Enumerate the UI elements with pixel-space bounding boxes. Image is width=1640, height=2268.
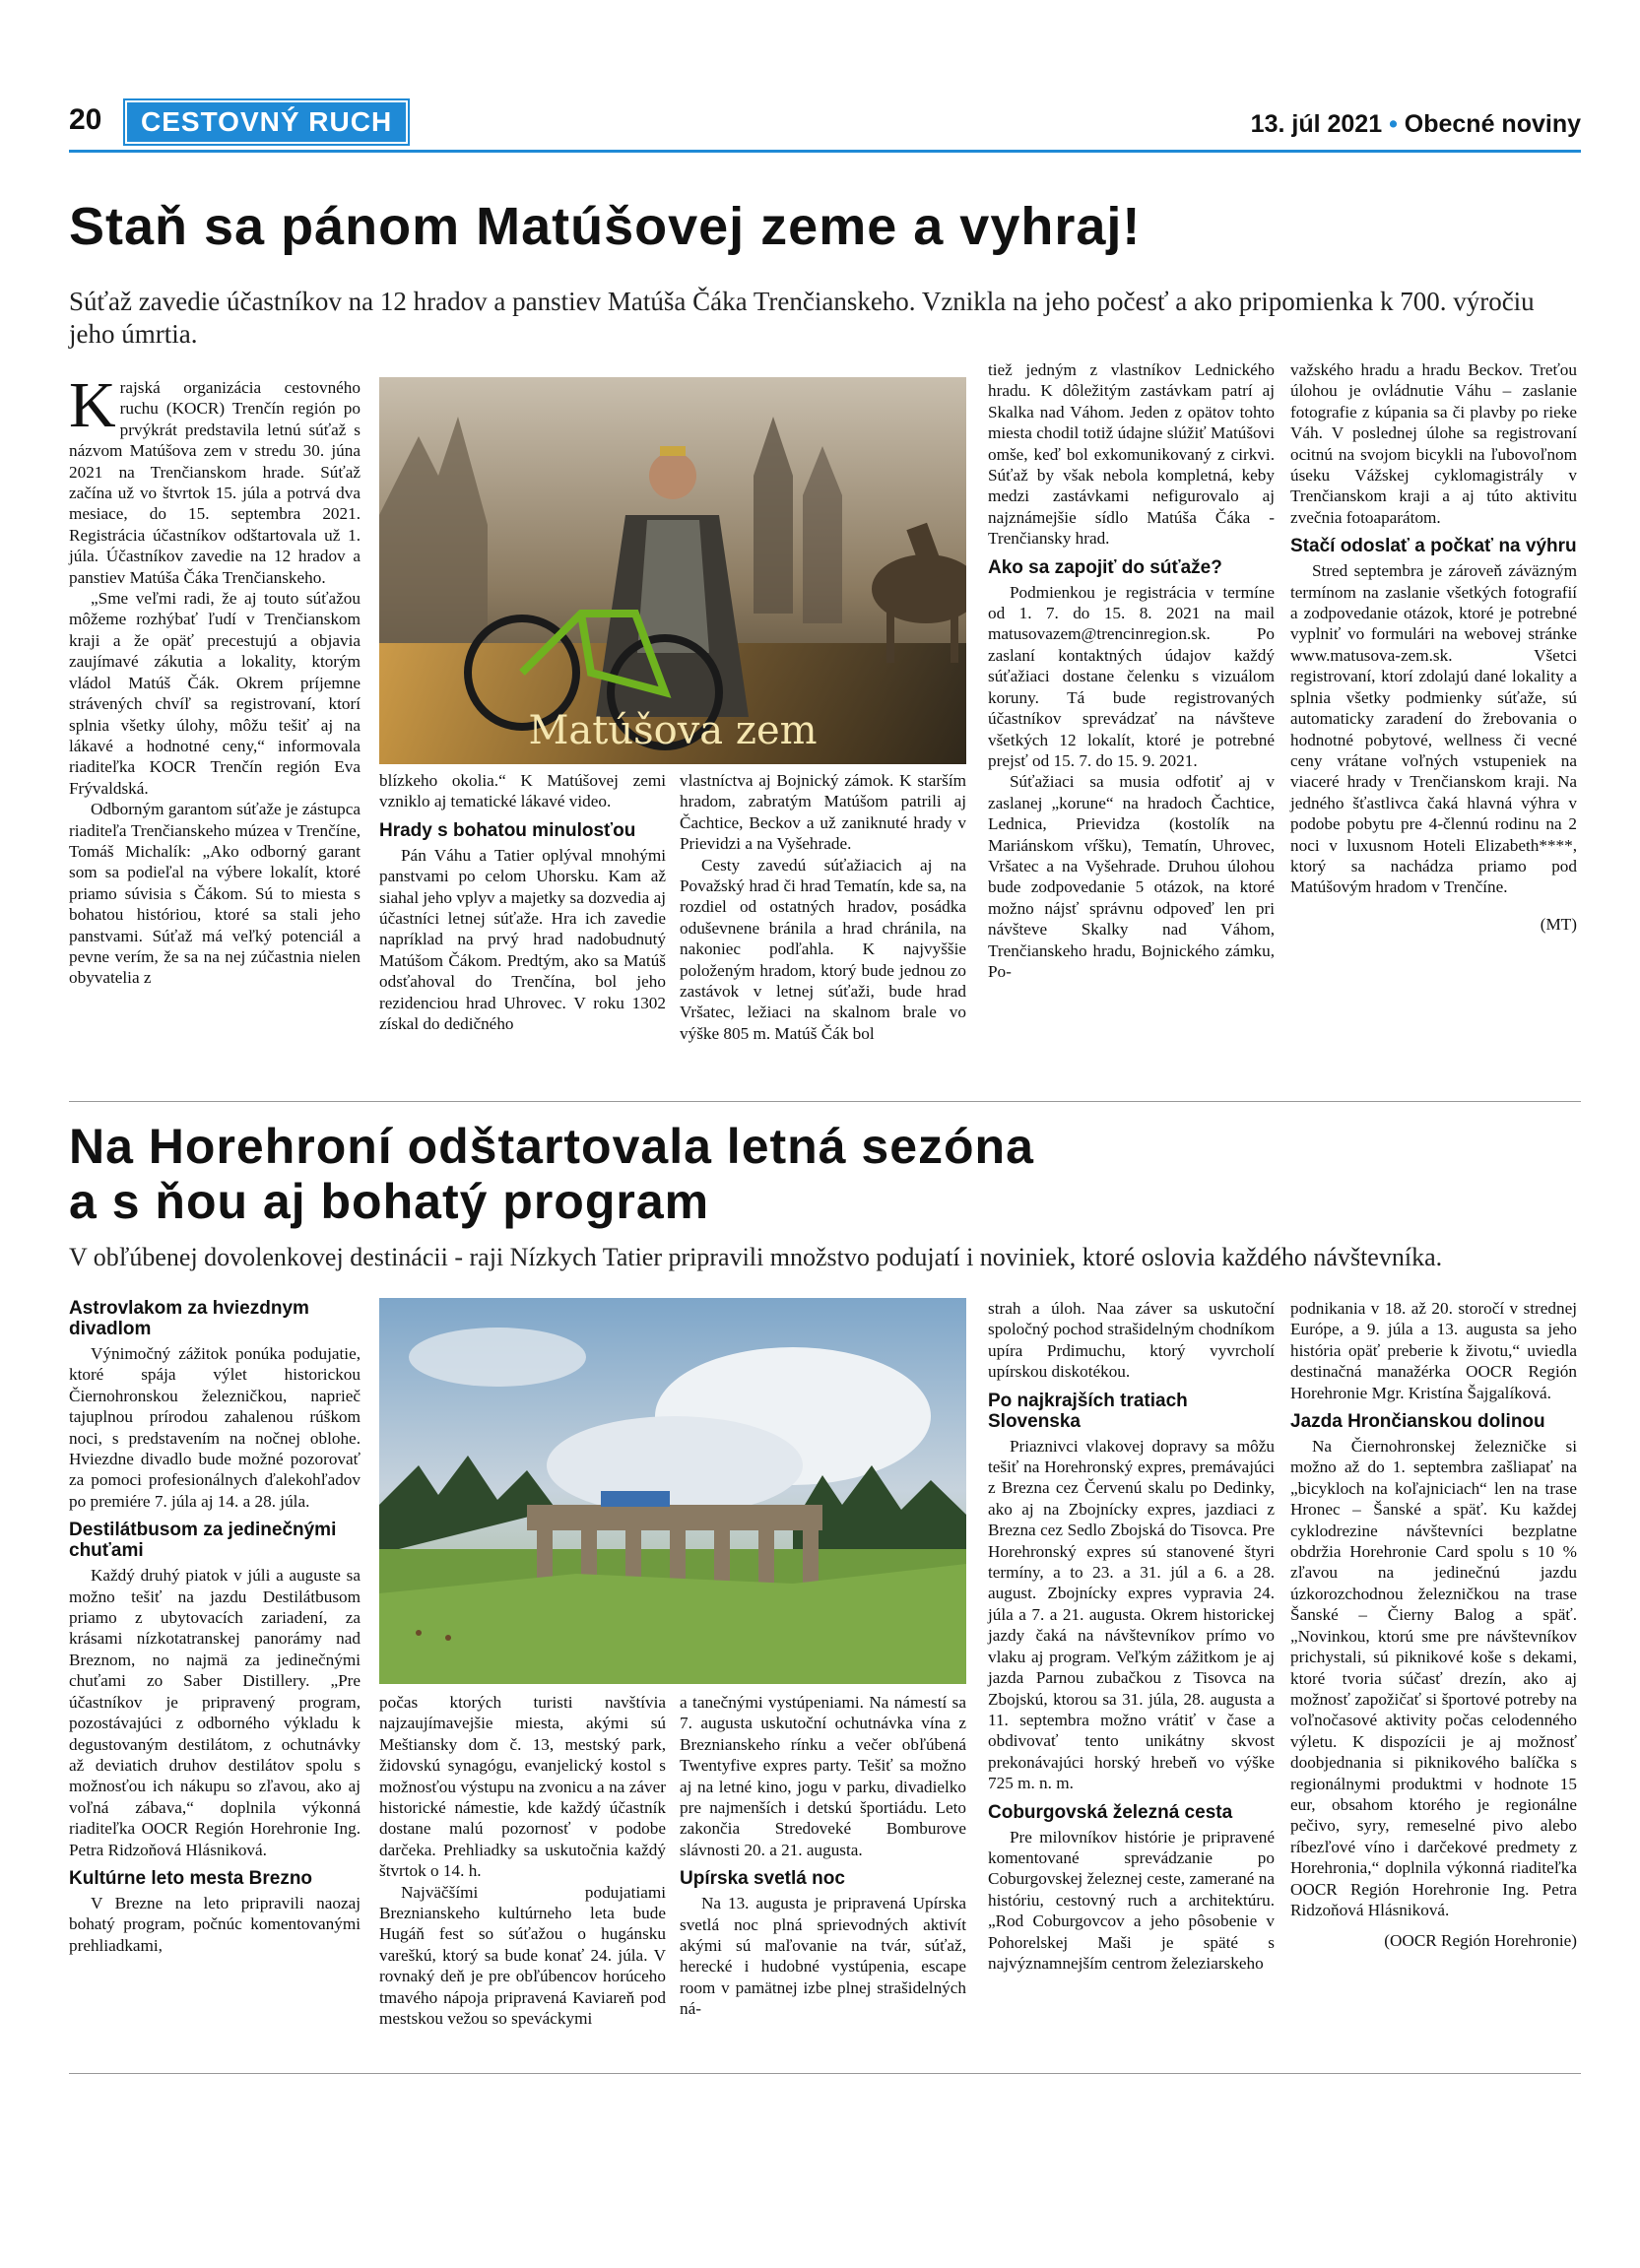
article1-photo	[379, 377, 966, 764]
article2-lead: V obľúbenej dovolenkovej destinácii - raji Nízkych Tatier pripravili množstvo podujatí i noviniek, ktoré oslovia každého návštevníka.	[69, 1243, 1443, 1271]
article2-column-1	[69, 1298, 361, 1956]
paragraph: Podmienkou je registrácia v termíne od 1. 7. do 15. 8. 2021 na mail matusovazem@trencinregion.sk. Po zaslaní kontaktných údajov každý súťažiaci dostane čelenku s vizuálom koruny. Tá bude registrovaných účastníkov sprevádzať na návšteve všetkých 12 lokalít, ktoré je potrebné prejsť od 15. 7. do 15. 9. 2021.	[988, 582, 1275, 770]
paragraph: Odborným garantom súťaže je zástupca riaditeľa Trenčianskeho múzea v Trenčíne, Tomáš Michalík: „Ako odborný garant som sa podieľal na výbere lokalít, ktoré priamo súvisia s Čákom. Sú to miesta s bohatou históriou, ktoré sa stali jeho panstvami. Súťaž má veľký potenciál a pevne verím, že sa na nej zúčastnia nielen obyvatelia z	[69, 800, 361, 988]
subheading: Upírska svetlá noc	[680, 1868, 845, 1890]
paragraph: počas ktorých turisti navštívia najzaujímavejšie miesta, akými sú Meštiansky dom č. 13, mestský park, židovskú synagógu, evanjelický kostol s možnosťou výstupu na zvonicu a na záver historické námestie, kde každý účastník dostane malú pozornosť v podobe darčeka. Prehliadky sa uskutočnia každý štvrtok o 14. h.	[379, 1693, 666, 1881]
paragraph: V Brezne na leto pripravili naozaj bohatý program, počnúc komentovanými prehliadkami,	[69, 1893, 361, 1955]
paragraph: Najväčšími podujatiami Breznianskeho kultúrneho leta bude Hugáň fest so súťažou o hugánsku vareškú, ktorý sa bude konať 24. júla. V rovnaký deň je pre obľúbencov horúceho tmavého nápoja pripravená Kaviareň pod mestskou vežou so speváckymi	[379, 1882, 666, 2029]
article2-column-5	[1290, 1298, 1577, 1952]
paragraph: tiež jedným z vlastníkov Lednického hradu. K dôležitým zastávkam patrí aj Skalka nad Váhom. Jeden z opätov tohto miesta chodil totiž údajne slúžiť Matúšovi omše, keď bol exkomunikovaný z cirkvi. Súťaž by však nebola kompletná, keby medzi zastávkami nefigurovalo aj najznámejšie sídlo Matúša Čáka - Trenčiansky hrad.	[988, 360, 1275, 549]
article2-title	[69, 1119, 1034, 1229]
article1-column-3	[680, 770, 966, 1044]
paragraph: „Sme veľmi radi, že aj touto súťažou môžeme rozhýbať ľudí v Trenčianskom kraji a že opäť precestujú a objavia zaujímavé zákutia a lokality, ktorým vládol Matúš Čák. Okrem príjemne strávených chvíľ sa registrovaní, ktorí splnia všetky úlohy, môžu tešiť aj na lákavé a hodnotné ceny,“ informovala riaditeľka KOCR Trenčín región Eva Frývaldská.	[69, 589, 361, 798]
paragraph: Na 13. augusta je pripravená Upírska svetlá noc plná sprievodných aktivít akými sú maľovanie na tvár, súťaž, herecké i hudobné vystúpenia, escape room v pamätnej izbe plnej strašidelných ná-	[680, 1894, 966, 2019]
author-signature: (MT)	[1540, 914, 1577, 934]
article1-column-2	[379, 770, 666, 1034]
publication-name: Obecné noviny	[1404, 110, 1581, 138]
article2-title-line-2: a s ňou aj bohatý program	[69, 1174, 710, 1229]
paragraph: Každý druhý piatok v júli a auguste sa možno tešiť na jazdu Destilátbusom priamo z ubytovacích zariadení, za krásami nízkotatranskej panorámy nad Breznom, no najmä za jedinečnými chuťami zo Saber Distillery. „Pre účastníkov je pripravený program, pozostávajúci z odborného výkladu k degustovaným destilátom, z ochutnávky až deviatich druhov destilátov spolu s možnosťou ich nákupu so zľavou, ako aj voľná zábava,“ doplnila výkonná riaditeľka OOCR Región Horehronie Ing. Petra Ridzoňová Hlásniková.	[69, 1566, 361, 1859]
paragraph: Súťažiaci sa musia odfotiť aj v zaslanej „korune“ na hradoch Čachtice, Lednica, Prievidza (kostolík na Mariánskom vŕšku), Tematín, Uhrovec, Vršatec a na Vyšehrade. Druhou úlohou bude zodpovedanie 5 otázok, na ktoré možno nájsť správnu odpoveď len pri návšteve Skalky nad Váhom, Trenčianskeho hradu, Bojnického zámku, Po-	[988, 772, 1275, 981]
issue-date: 13. júl 2021	[1250, 110, 1383, 138]
subheading: Destilátbusom za jedinečnými chuťami	[69, 1520, 337, 1562]
paragraph: Pre milovníkov histórie je pripravené komentované sprevádzanie po Coburgovskej železnej ceste, zamerané na históriu, cestovný ruch a architektúru. „Rod Coburgovcov a jeho pôsobenie v Pohorelskej Maši je späté s najvýznamnejším centrom železiarskeho	[988, 1827, 1275, 1973]
knight-with-bicycle-photo	[379, 377, 966, 764]
subheading: Kultúrne leto mesta Brezno	[69, 1867, 313, 1889]
drop-cap: K	[69, 369, 116, 441]
paragraph: Pán Váhu a Tatier oplýval mnohými panstvami po celom Uhorsku. Kam až siahal jeho vplyv a majetky sa dozvedia aj účastníci letnej súťaže. Hra ich zavedie napríklad na prvý hrad nadobudnutý Matúšom Čákom. Predtým, ako sa Matúš odsťahoval do Trenčína, bol jeho rezidenciou hrad Uhrovec. V roku 1302 získal do dedičného	[379, 845, 666, 1034]
article2-title-line-1: Na Horehroní odštartovala letná sezóna	[69, 1119, 1034, 1174]
footer-rule	[69, 2073, 1581, 2074]
paragraph: a tanečnými vystúpeniami. Na námestí sa 7. augusta uskutoční ochutnávka vína z Breznianskeho rínku a večer obľúbená Twentyfive expres party. Tešiť sa možno aj na letné kino, jogu v parku, divadielko pre najmenších i detskú športiádu. Leto zakončia Stredoveké Bomburove slávnosti 20. a 21. augusta.	[680, 1693, 966, 1859]
photo-caption-logo: Matúšova zem	[528, 708, 818, 753]
subheading: Po najkrajších tratiach Slovenska	[988, 1390, 1188, 1432]
paragraph: blízkeho okolia.“ K Matúšovej zemi vzniklo aj tematické lákavé video.	[379, 771, 666, 811]
paragraph: strah a úloh. Naa záver sa uskutoční spoločný pochod strašidelným chodníkom upíra Prdimuchu, ktorý vyvrcholí upírskou diskotékou.	[988, 1299, 1275, 1382]
article-divider	[69, 1101, 1581, 1102]
subheading: Hrady s bohatou minulosťou	[379, 819, 636, 841]
article1-title: Staň sa pánom Matúšovej zeme a vyhraj!	[69, 197, 1142, 256]
paragraph: Cesty zavedú súťažiacich aj na Považský hrad či hrad Tematín, kde sa, na rozdiel od ostatných hradov, posádka oduševnene bránila a hrad chránila, na nakoniec podľahla. K najvyššie položeným hradom, ktorý bude jednou zo zastávok v letnej súťaži, bude hrad Vršatec, ležiaci na skalnom brale vo výške 805 m. Matúš Čák bol	[680, 855, 966, 1043]
article1-column-1	[69, 369, 361, 989]
dateline	[1251, 110, 1581, 139]
paragraph: Stred septembra je zároveň záväzným termínom na zaslanie všetkých fotografií a zodpovedanie otázok, ktoré je potrebné vyplniť vo formulári na webovej stránke www.matusova-zem.sk. Všetci registrovaní, ktorí zdolajú dané lokality a splnia všetky podmienky súťaže, sú automaticky zaradení do žrebovania o hodnotné pobytové, wellness či vecné ceny vrátane voľných vstupeniek na viaceré hrady v Trenčianskom kraji. Na jedného šťastlivca čaká hlavná výhra v podobe pobytu pre 4-člennú rodinu na 2 noci v luxusnom Hoteli Elizabeth****, ktorý sa nachádza priamo pod Matúšovým hradom v Trenčíne.	[1290, 561, 1577, 897]
header-rule	[69, 150, 1581, 153]
subheading: Ako sa zapojiť do súťaže?	[988, 556, 1222, 578]
article2-photo	[379, 1298, 966, 1684]
subheading: Astrovlakom za hviezdnym divadlom	[69, 1298, 309, 1339]
article2-column-3	[680, 1692, 966, 2020]
page-number: 20	[69, 103, 102, 136]
article1-lead: Súťaž zavedie účastníkov na 12 hradov a panstiev Matúša Čáka Trenčianskeho. Vznikla na jeho počesť a ako pripomienka k 700. výročiu jeho úmrtia.	[69, 287, 1535, 349]
paragraph: Priaznivci vlakovej dopravy sa môžu tešiť na Horehronský expres, premávajúci z Brezna cez Červenú skalu po Dedinky, ako aj na Zbojnícky expres, jazdiaci z Brezna cez Sedlo Zbojská do Tisovca. Pre Horehronský expres sú stanovené štyri termíny, a to 23. a 31. júl a 6. a 28. august. Zbojnícky expres vypravia 24. júla a 7. a 21. augusta. Okrem historickej jazdy čaká na návštevníkov prímo vo vlaku aj program. Veľkým zážitkom je aj jazda Parnou zubačkou z Tisovca na Zbojskú, ktorou sa 31. júla, 28. augusta a 11. septembra možno vrátiť v čase a obdivovať tento unikátny skvost prekonávajúci horský hrebeň vo výške 725 m. n. m.	[988, 1436, 1275, 1793]
paragraph: podnikania v 18. až 20. storočí v strednej Európe, a 9. júla a 13. augusta sa jeho história opäť preberie k životu,“ uviedla destinačná manažérka OOCR Región Horehronie Mgr. Kristína Šajgalíková.	[1290, 1299, 1577, 1402]
subheading: Jazda Hrončianskou dolinou	[1290, 1411, 1545, 1433]
subheading: Coburgovská železná cesta	[988, 1801, 1233, 1823]
section-label: CESTOVNÝ RUCH	[125, 100, 408, 144]
paragraph: Na Čiernohronskej železničke si možno až do 1. septembra zašliapať na „bicykloch na koľajniciach“ len na trase Hronec – Šanské a späť. Ku každej cyklodrezine návštevníci bezplatne obdržia Horehronie Card spolu s 10 % zľavou na jedinečnú jazdu úzkorozchodnou železničkou na trase Šanské – Čierny Balog a späť. „Novinkou, ktorú sme pre návštevníkov prichystali, sú piknikové koše s dekami, ktoré tvoria súčasť drezín, ako aj možnosť zapožičať si športové potreby na voľnočasové aktivity počas celodenného výletu. K dispozícii je aj možnosť doobjednania si piknikového balíčka s regionálnymi produktmi v hodnote 15 eur, obsahom ktorého je regionálne pečivo, syry, remeselné pivo alebo ríbezľové víno i darčekové predmety z Horehronia,“ doplnila výkonná riaditeľka OOCR Región Horehronie Ing. Petra Ridzoňová Hlásniková.	[1290, 1437, 1577, 1919]
paragraph: vlastníctva aj Bojnický zámok. K starším hradom, zabratým Matúšom patrili aj Čachtice, Beckov a už zaniknuté hrady v Prievidzi a na Vyšehrade.	[680, 771, 966, 854]
author-signature: (OOCR Región Horehronie)	[1384, 1931, 1577, 1951]
train-on-viaduct-photo	[379, 1298, 966, 1684]
paragraph: rajská organizácia cestovného ruchu (KOCR) Trenčín región po prvýkrát predstavila letnú súťaž s názvom Matúšova zem v stredu 30. júna 2021 na Trenčianskom hrade. Súťaž začína už vo štvrtok 15. júla a potrvá dva mesiace, do 15. septembra 2021. Registrácia účastníkov odštartovala už 1. júla. Účastníkov zavedie na 12 hradov a panstiev Matúša Čáka Trenčianskeho.	[69, 378, 361, 587]
subheading: Stačí odoslať a počkať na výhru	[1290, 536, 1577, 557]
paragraph: važského hradu a hradu Beckov. Treťou úlohou je ovládnutie Váhu – zaslanie fotografie z kúpania sa či plavby po rieke Váh. V poslednej úlohe sa registrovaní ocitnú na svojom bicykli na ľubovoľnom úseku Vážskej cyklomagistrály v Trenčianskom kraji a aj túto aktivitu zvečnia fotoaparátom.	[1290, 360, 1577, 527]
article2-column-4	[988, 1298, 1275, 1974]
article2-column-2	[379, 1692, 666, 2030]
paragraph: Výnimočný zážitok ponúka podujatie, ktoré spája výlet historickou Čiernohronskou železničkou, naprieč tajuplnou prírodou zahalenou rúškom noci, s predstavením na nočnej oblohe. Hviezdne divadlo bude možné pozorovať za pomoci profesionálnych ďalekohľadov po premiére 7. júla aj 14. a 28. júla.	[69, 1344, 361, 1511]
article1-column-5	[1290, 359, 1577, 935]
article1-column-4	[988, 359, 1275, 982]
separator-dot: •	[1389, 110, 1398, 138]
